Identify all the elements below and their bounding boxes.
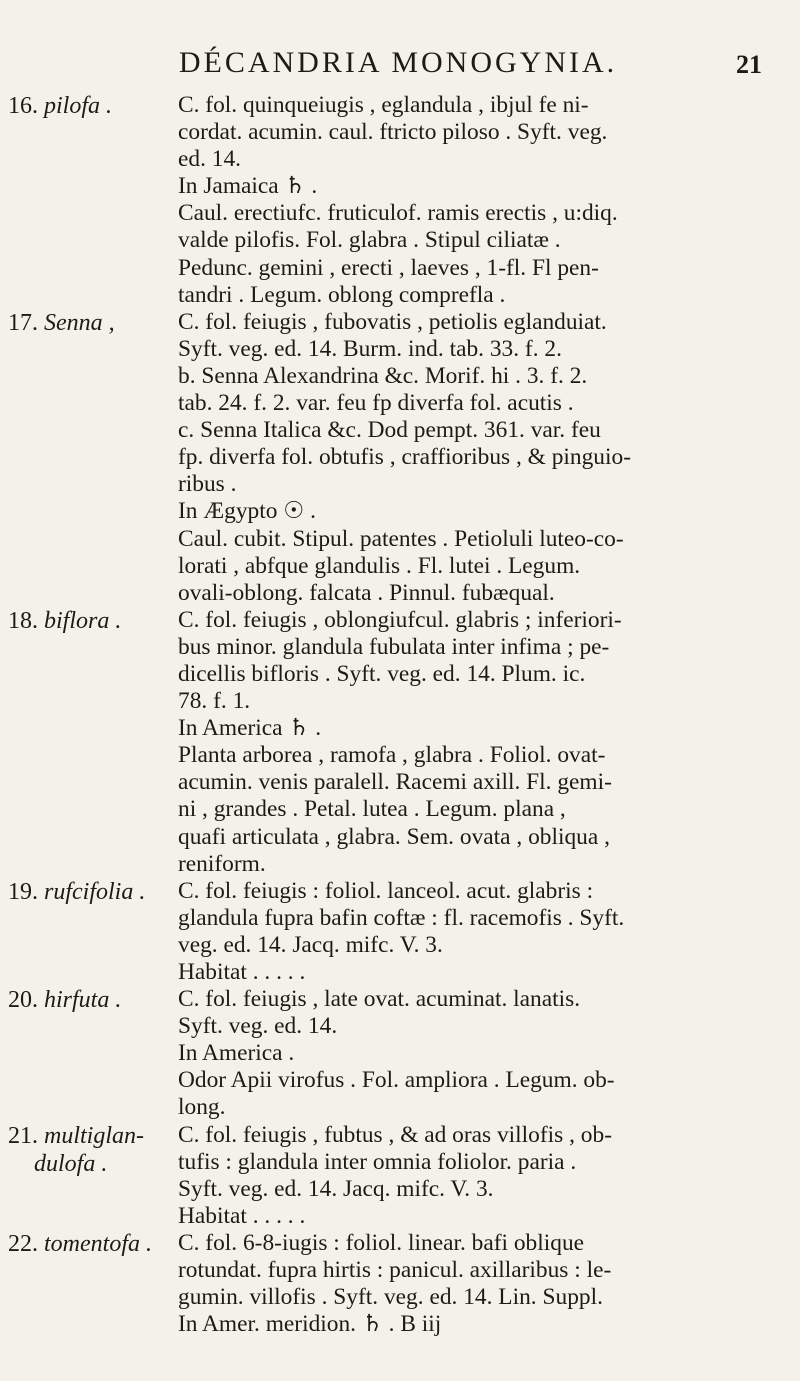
description-line: dicellis bifloris . Syft. veg. ed. 14. Plum. ic. (178, 660, 586, 687)
description-line: Caul. cubit. Stipul. patentes . Petioluli luteo-co- (178, 525, 624, 552)
description-line: valde pilofis. Fol. glabra . Stipul ciliatæ . (178, 227, 561, 254)
description-line: Pedunc. gemini , erecti , laeves , 1-fl. Fl pen- (178, 254, 599, 281)
species-entry (0, 309, 800, 607)
species-entry (0, 1122, 800, 1230)
description-line: In America . (178, 1040, 295, 1067)
page-number: 21 (736, 50, 762, 79)
species-name: Senna , (44, 309, 115, 336)
description-line: ni , grandes . Petal. lutea . Legum. plana , (178, 796, 566, 823)
species-number: 19. (8, 878, 38, 905)
species-number: 21. (8, 1122, 38, 1149)
description-line: In Jamaica ♄ . (178, 173, 318, 200)
species-label (8, 986, 168, 1014)
description-line: c. Senna Italica &c. Dod pempt. 361. var. feu (178, 417, 601, 444)
description-line: ribus . (178, 471, 237, 498)
description-line: tab. 24. f. 2. var. feu fp diverfa fol. acutis . (178, 390, 574, 417)
species-number: 20. (8, 987, 38, 1014)
description-line: gumin. villofis . Syft. veg. ed. 14. Lin. Suppl. (178, 1284, 603, 1311)
description-line: Habitat . . . . . (178, 959, 306, 985)
description-line: long. (178, 1094, 226, 1121)
description-line: C. fol. quinqueiugis , eglandula , ibjul fe ni- (178, 92, 589, 118)
running-title: DÉCANDRIA MONOGYNIA. (178, 46, 618, 79)
species-number: 16. (8, 93, 38, 119)
species-description (178, 878, 778, 986)
species-number: 22. (8, 1230, 38, 1257)
description-line: tandri . Legum. oblong comprefla . (178, 281, 506, 308)
species-name: hirfuta . (44, 987, 122, 1014)
description-line: In Ægypto ☉ . (178, 498, 316, 525)
description-line: Caul. erectiufc. fruticulof. ramis erectis , u:diq. (178, 200, 618, 227)
species-label (8, 878, 168, 906)
species-label (8, 607, 168, 635)
species-entry (0, 92, 800, 309)
species-name: multiglan- (44, 1122, 144, 1149)
species-name: pilofa . (44, 93, 113, 119)
species-label (8, 92, 168, 120)
species-entry (0, 878, 800, 986)
description-line: quafi articulata , glabra. Sem. ovata , obliqua , (178, 823, 610, 850)
description-line: In America ♄ . (178, 715, 322, 742)
description-line: C. fol. feiugis , late ovat. acuminat. lanatis. (178, 986, 581, 1013)
species-name: biflora . (44, 607, 122, 634)
species-number: 18. (8, 607, 38, 634)
species-description (178, 607, 778, 878)
species-description (178, 1122, 778, 1230)
description-line: Syft. veg. ed. 14. (178, 1013, 338, 1040)
species-name-continued: dulofa . (34, 1150, 108, 1177)
species-description (178, 309, 778, 607)
species-label (8, 1122, 168, 1178)
description-line: veg. ed. 14. Jacq. mifc. V. 3. (178, 931, 443, 958)
species-entry (0, 986, 800, 1121)
species-description (178, 986, 778, 1121)
description-line: rotundat. fupra hirtis : panicul. axillaribus : le- (178, 1257, 612, 1284)
description-line: reniform. (178, 850, 266, 877)
description-line: Syft. veg. ed. 14. Burm. ind. tab. 33. f. 2. (178, 335, 562, 362)
description-line: In Amer. meridion. ♄ . B iij (178, 1311, 442, 1338)
description-line: bus minor. glandula fubulata inter infima ; pe- (178, 633, 610, 660)
species-number: 17. (8, 309, 38, 336)
species-entry (0, 1230, 800, 1338)
description-line: C. fol. feiugis , fubtus , & ad oras villofis , ob- (178, 1121, 612, 1148)
species-name: tomentofa . (44, 1230, 152, 1257)
description-line: fp. diverfa fol. obtufis , craffioribus , & pinguio- (178, 444, 631, 471)
species-description (178, 1230, 778, 1338)
description-line: acumin. venis paralell. Racemi axill. Fl. gemi- (178, 769, 612, 796)
species-entries (0, 92, 800, 1338)
species-name: rufcifolia . (44, 878, 146, 905)
description-line: C. fol. 6-8-iugis : foliol. linear. bafi oblique (178, 1229, 585, 1256)
description-line: Planta arborea , ramofa , glabra . Foliol. ovat- (178, 742, 606, 769)
description-line: lorati , abfque glandulis . Fl. lutei . Legum. (178, 552, 581, 579)
description-line: Habitat . . . . . (178, 1202, 306, 1229)
species-description (178, 92, 778, 309)
species-label (8, 1230, 168, 1258)
description-line: C. fol. feiugis , oblongiufcul. glabris ; inferiori- (178, 606, 622, 633)
species-entry (0, 607, 800, 878)
description-line: C. fol. feiugis : foliol. lanceol. acut. glabris : (178, 877, 594, 904)
page-header (0, 46, 800, 86)
description-line: ed. 14. (178, 146, 242, 173)
description-line: C. fol. feiugis , fubovatis , petiolis eglanduiat. (178, 308, 607, 335)
description-line: glandula fupra bafin coftæ : fl. racemofis . Syft. (178, 904, 625, 931)
description-line: 78. f. 1. (178, 688, 251, 715)
description-line: Odor Apii virofus . Fol. ampliora . Legum. ob- (178, 1067, 615, 1094)
description-line: Syft. veg. ed. 14. Jacq. mifc. V. 3. (178, 1175, 494, 1202)
description-line: ovali-oblong. falcata . Pinnul. fubæqual. (178, 579, 555, 606)
description-line: cordat. acumin. caul. ftricto piloso . Syft. veg. (178, 119, 608, 146)
species-label (8, 309, 168, 337)
description-line: tufis : glandula inter omnia foliolor. paria . (178, 1148, 577, 1175)
description-line: b. Senna Alexandrina &c. Morif. hi . 3. f. 2. (178, 362, 588, 389)
